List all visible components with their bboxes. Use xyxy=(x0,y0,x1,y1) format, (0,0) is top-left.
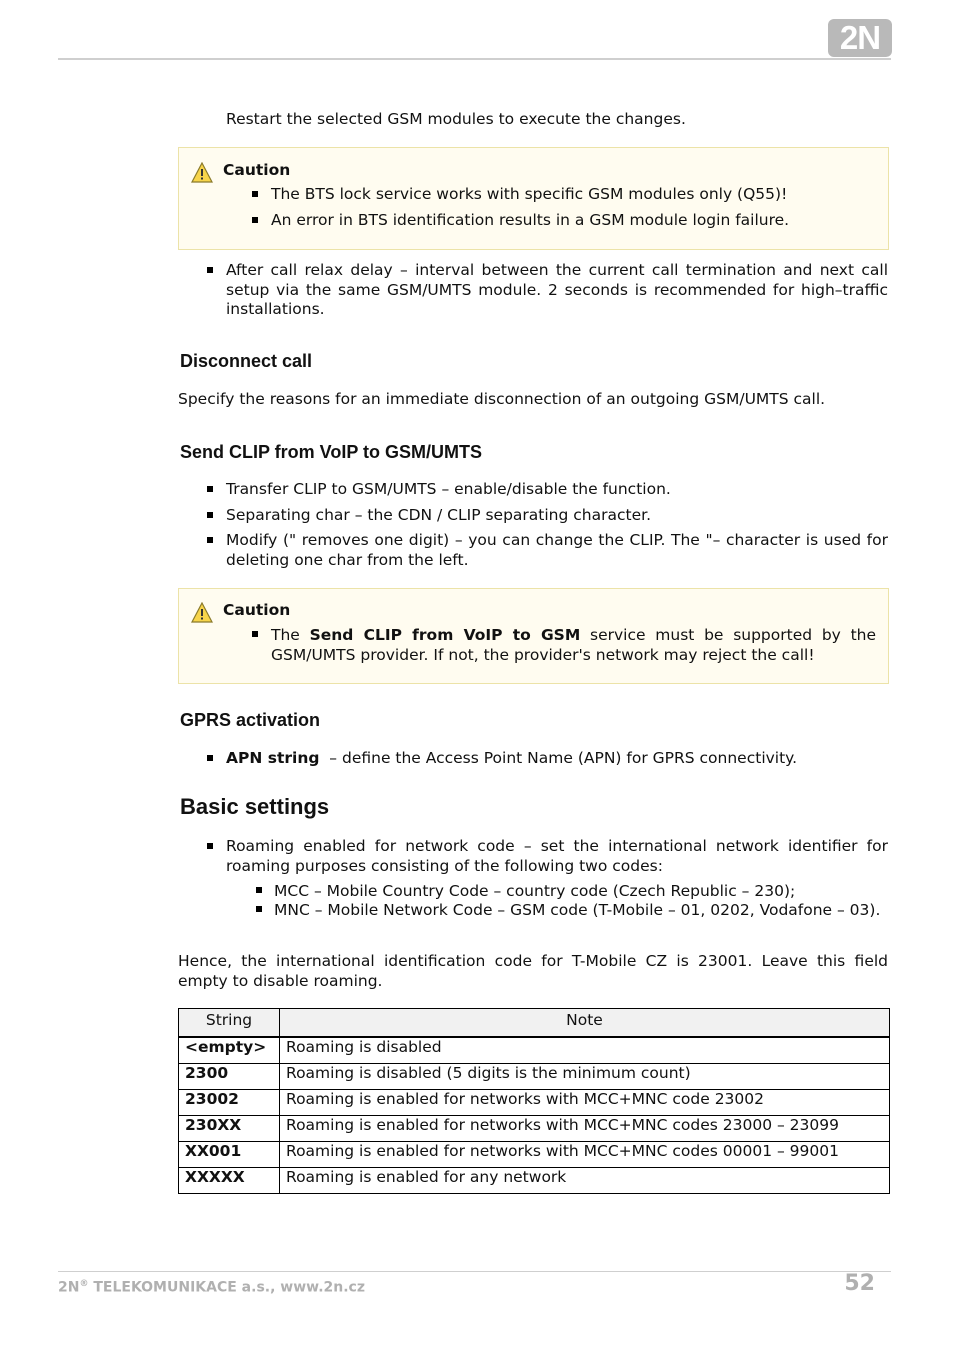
table-cell-note: Roaming is enabled for networks with MCC+MNC codes 23000 – 23099 xyxy=(280,1116,890,1142)
roaming-item: Roaming enabled for network code – set the international network identifier for roaming purposes consisting of the following two codes: xyxy=(226,837,888,875)
apn-item: APN string – define the Access Point Name (APN) for GPRS connectivity. xyxy=(226,749,798,767)
caution-item: The BTS lock service works with specific GSM modules only (Q55)! xyxy=(271,185,788,203)
table-cell-string: XX001 xyxy=(179,1142,280,1168)
table-cell-string: <empty> xyxy=(179,1037,280,1064)
bullet-marker xyxy=(252,191,258,197)
section-heading-disconnect: Disconnect call xyxy=(180,351,313,371)
table-row xyxy=(179,1090,890,1116)
table-cell-string: 230XX xyxy=(179,1116,280,1142)
table-cell-note: Roaming is enabled for any network xyxy=(280,1168,890,1194)
table-cell-string: 23002 xyxy=(179,1090,280,1116)
caution-box-bts xyxy=(178,147,889,250)
relax-delay-item: After call relax delay – interval between the current call termination and next call setup via the same GSM/UMTS module. 2 seconds is recommended for high–traffic installations. xyxy=(226,261,888,318)
table-row xyxy=(179,1116,890,1142)
mcc-item: MCC – Mobile Country Code – country code (Czech Republic – 230); xyxy=(274,882,796,900)
table-cell-note: Roaming is disabled (5 digits is the minimum count) xyxy=(280,1064,890,1090)
bullet-marker xyxy=(252,631,258,637)
footer-divider xyxy=(58,1271,891,1272)
bullet-marker xyxy=(252,217,258,223)
bullet-marker xyxy=(207,486,213,492)
caution-title: Caution xyxy=(223,161,291,179)
caution-item: An error in BTS identification results in a GSM module login failure. xyxy=(271,211,790,229)
table-cell-string: 2300 xyxy=(179,1064,280,1090)
table-header-row xyxy=(179,1009,890,1038)
caution-item: The Send CLIP from VoIP to GSM service must be supported by the GSM/UMTS provider. If not, the provider's network may reject the call! xyxy=(271,626,877,664)
bullet-marker xyxy=(207,843,213,849)
bullet-marker xyxy=(207,512,213,518)
caution-box-clip xyxy=(178,588,889,684)
bullet-marker xyxy=(207,537,213,543)
table-row xyxy=(179,1064,890,1090)
bullet-marker xyxy=(256,887,262,893)
section-heading-clip: Send CLIP from VoIP to GSM/UMTS xyxy=(180,442,483,462)
header-divider xyxy=(58,58,891,60)
clip-item: Transfer CLIP to GSM/UMTS – enable/disable the function. xyxy=(226,480,671,498)
hence-text: Hence, the international identification code for T-Mobile CZ is 23001. Leave this field empty to disable roaming. xyxy=(178,952,888,990)
clip-item: Modify (" removes one digit) – you can change the CLIP. The "– character is used for deleting one char from the left. xyxy=(226,531,888,569)
roaming-table xyxy=(178,1008,890,1194)
table-header-note: Note xyxy=(280,1009,890,1038)
section-heading-basic: Basic settings xyxy=(180,794,330,819)
page-number: 52 xyxy=(844,1271,875,1296)
company-logo: 2N xyxy=(828,19,892,57)
disconnect-text: Specify the reasons for an immediate disconnection of an outgoing GSM/UMTS call. xyxy=(178,390,826,408)
intro-text: Restart the selected GSM modules to execute the changes. xyxy=(226,110,686,128)
bullet-marker xyxy=(256,906,262,912)
bullet-marker xyxy=(207,267,213,273)
table-cell-note: Roaming is disabled xyxy=(280,1037,890,1064)
caution-title: Caution xyxy=(223,601,291,619)
footer-company: 2N® TELEKOMUNIKACE a.s., www.2n.cz xyxy=(58,1279,365,1296)
table-row xyxy=(179,1142,890,1168)
table-header-string: String xyxy=(179,1009,280,1038)
table-cell-note: Roaming is enabled for networks with MCC+MNC codes 00001 – 99001 xyxy=(280,1142,890,1168)
warning-icon xyxy=(191,162,213,183)
section-heading-gprs: GPRS activation xyxy=(180,710,321,730)
table-cell-string: XXXXX xyxy=(179,1168,280,1194)
mnc-item: MNC – Mobile Network Code – GSM code (T-Mobile – 01, 0202, Vodafone – 03). xyxy=(274,901,881,919)
table-row xyxy=(179,1168,890,1194)
bullet-marker xyxy=(207,755,213,761)
warning-icon xyxy=(191,602,213,623)
table-cell-note: Roaming is enabled for networks with MCC+MNC code 23002 xyxy=(280,1090,890,1116)
clip-item: Separating char – the CDN / CLIP separating character. xyxy=(226,506,651,524)
table-row xyxy=(179,1037,890,1064)
